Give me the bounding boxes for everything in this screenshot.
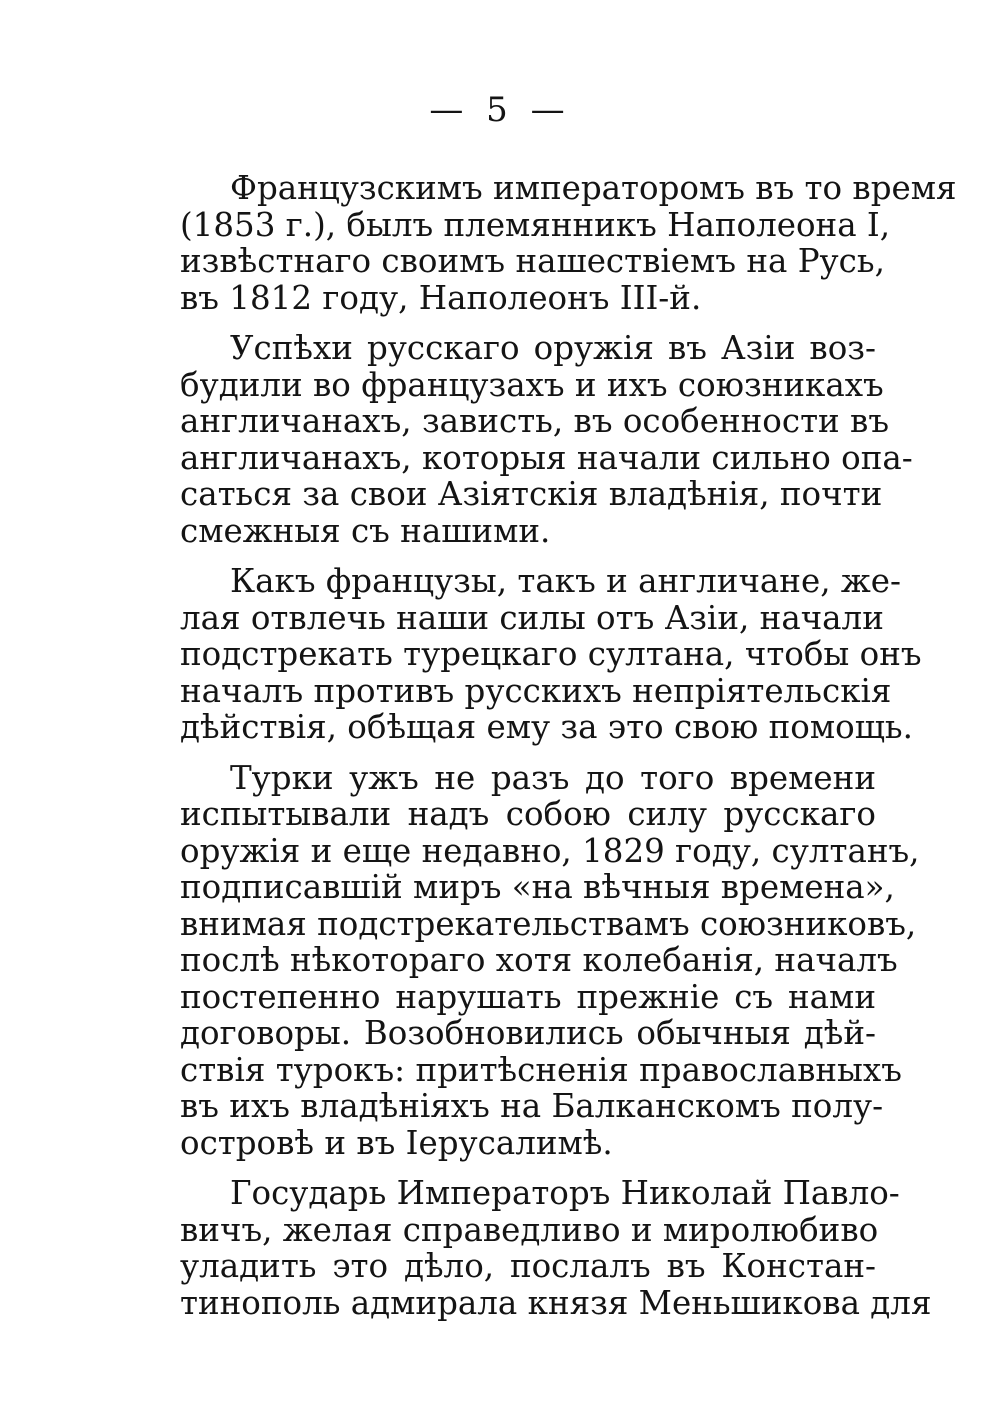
text-line: подстрекать турецкаго султана, чтобы онъ xyxy=(180,635,922,673)
text-line: извѣстнаго своимъ нашествіемъ на Русь, xyxy=(180,242,885,280)
text-line: (1853 г.), былъ племянникъ Наполеона I, xyxy=(180,205,891,244)
text-line: постепенно нарушать прежніе съ нами xyxy=(180,977,876,1016)
text-line: островѣ и въ Іерусалимѣ. xyxy=(180,1123,613,1162)
text-line: испытывали надъ собою силу русскаго xyxy=(180,795,876,833)
text-line: въ ихъ владѣніяхъ на Балканскомъ полу- xyxy=(180,1087,884,1125)
paragraph xyxy=(180,758,920,1162)
text-line: англичанахъ, которыя начали сильно опа- xyxy=(180,438,913,477)
page-number: — 5 — xyxy=(429,90,571,130)
text-line: ствія турокъ: притѣсненія православныхъ xyxy=(180,1050,902,1089)
text-line: внимая подстрекательствамъ союзниковъ, xyxy=(180,904,917,943)
text-line: Успѣхи русскаго оружія въ Азіи воз- xyxy=(230,329,876,367)
text-line: лая отвлечь наши силы отъ Азіи, начали xyxy=(180,598,884,637)
text-line: Какъ французы, такъ и англичане, же- xyxy=(230,562,901,600)
text-line: уладить это дѣло, послалъ въ Констан- xyxy=(180,1247,876,1285)
text-line: оружія и еще недавно, 1829 году, султанъ, xyxy=(180,831,920,870)
text-line: началъ противъ русскихъ непріятельскія xyxy=(180,671,892,710)
text-line: Государь Императоръ Николай Павло- xyxy=(230,1174,900,1212)
text-line: смежныя съ нашими. xyxy=(180,511,551,550)
text-line: Турки ужъ не разъ до того времени xyxy=(230,758,876,797)
paragraph xyxy=(180,329,913,550)
text-line: дѣйствія, обѣщая ему за это свою помощь. xyxy=(180,708,913,746)
text-line: тинополь адмирала князя Меньшикова для xyxy=(180,1283,932,1322)
text-line: вичъ, желая справедливо и миролюбиво xyxy=(180,1210,879,1249)
text-line: саться за свои Азіятскія владѣнія, почти xyxy=(180,475,883,513)
paragraph xyxy=(180,169,957,317)
paragraph xyxy=(180,1174,932,1322)
text-line: подписавшій миръ «на вѣчныя времена», xyxy=(180,868,895,906)
text-line: англичанахъ, зависть, въ особенности въ xyxy=(180,402,890,440)
paragraph xyxy=(180,562,922,746)
text-line: Французскимъ императоромъ въ то время xyxy=(230,169,957,207)
text-line: договоры. Возобновились обычныя дѣй- xyxy=(180,1014,876,1052)
text-line: послѣ нѣкотораго хотя колебанія, началъ xyxy=(180,941,898,979)
body-text xyxy=(180,169,957,1335)
text-line: будили во французахъ и ихъ союзникахъ xyxy=(180,365,884,404)
text-line: въ 1812 году, Наполеонъ III-й. xyxy=(180,278,702,317)
